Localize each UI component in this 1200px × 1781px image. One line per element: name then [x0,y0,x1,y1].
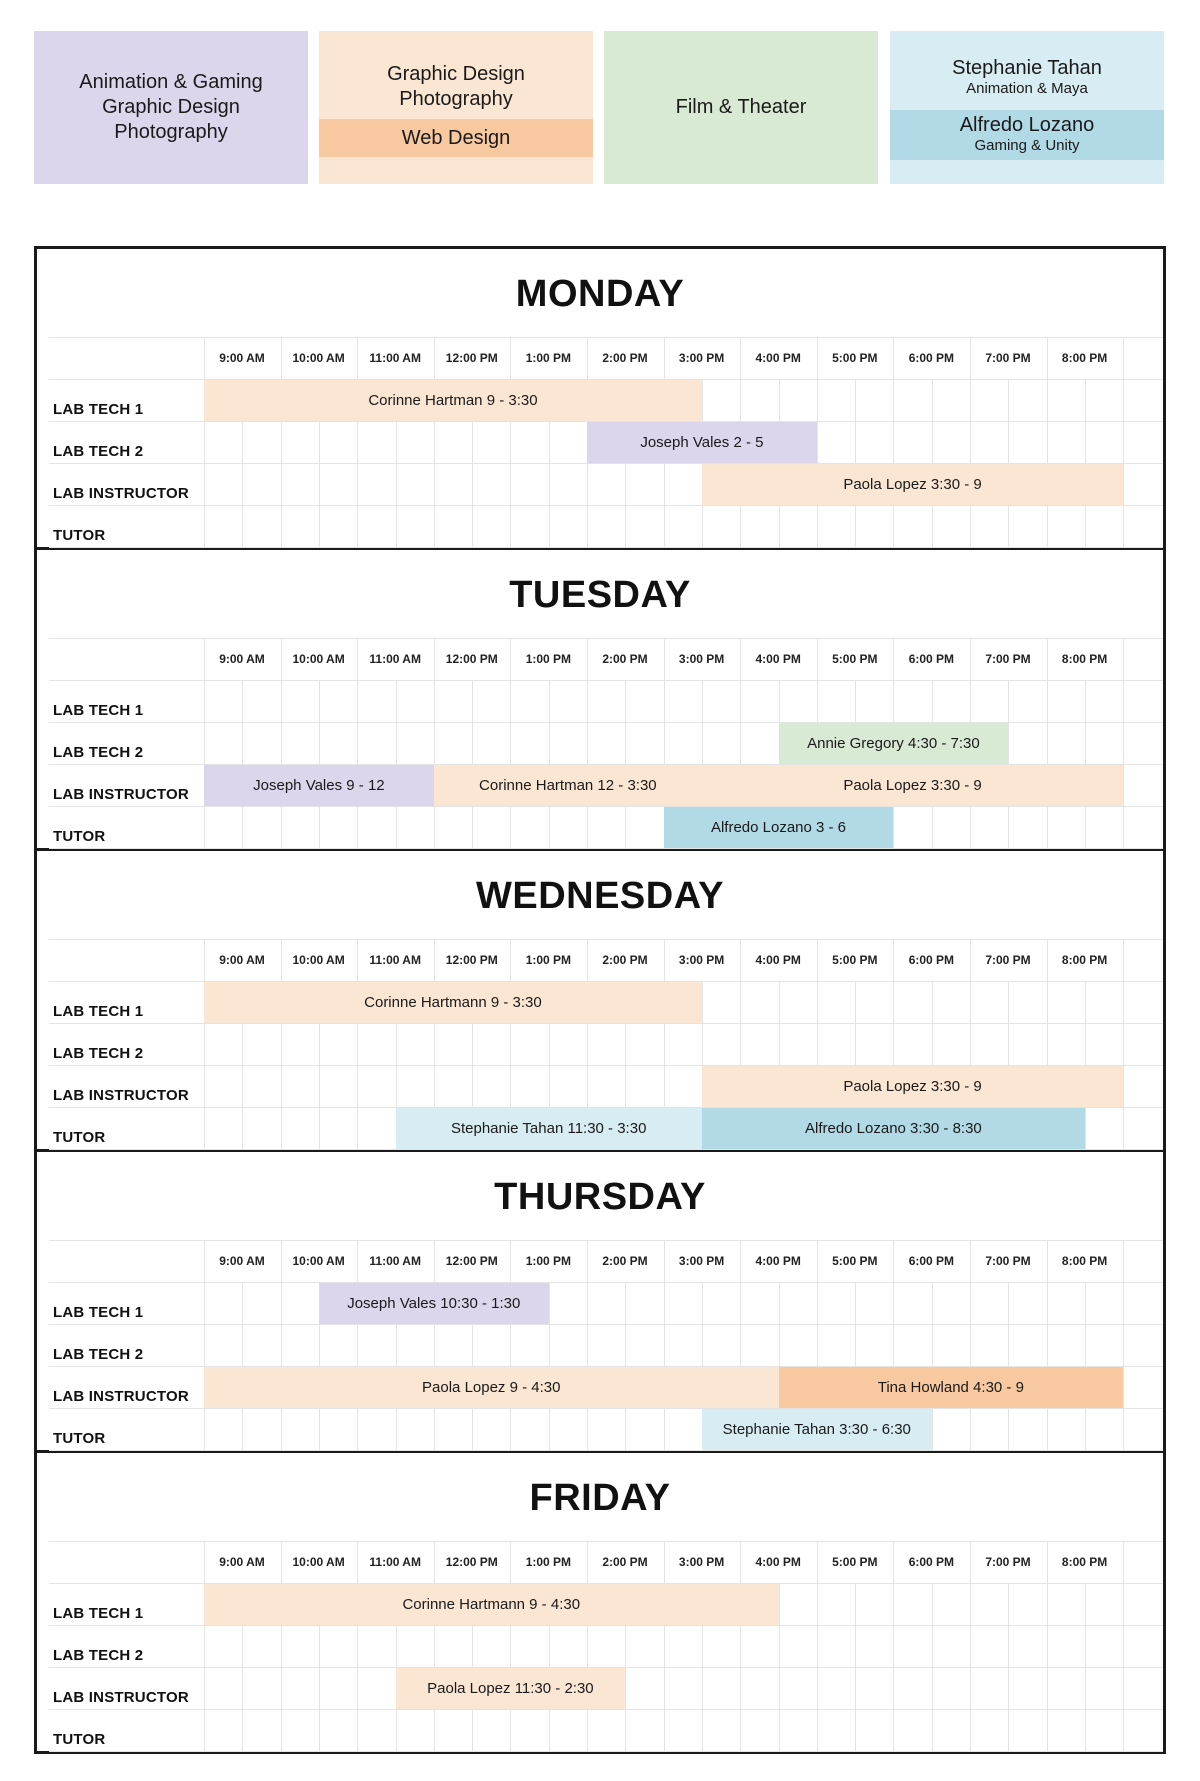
time-header: 2:00 PM [602,351,648,365]
time-header: 2:00 PM [602,1254,648,1268]
row-label: LAB TECH 1 [53,1003,144,1020]
row-label: LAB TECH 1 [53,1304,144,1321]
grid-line [1008,1583,1009,1751]
grid-line [1085,1282,1086,1450]
row-label: LAB INSTRUCTOR [53,1689,189,1706]
time-header: 7:00 PM [985,953,1031,967]
grid-line [1085,379,1086,547]
grid-line [510,337,511,547]
legend-tutor-subject: Gaming & Unity [974,137,1080,154]
grid-line [1085,680,1086,848]
row-label: TUTOR [53,828,106,845]
shift-block: Joseph Vales 9 - 12 [204,765,434,806]
time-header: 12:00 PM [445,953,498,967]
row-label: LAB TECH 2 [53,1647,144,1664]
time-header: 10:00 AM [292,953,345,967]
grid-line [357,939,358,1149]
grid-line [779,1583,780,1751]
grid-line [1008,680,1009,848]
grid-line [357,1240,358,1450]
grid-line [434,337,435,547]
grid-line [625,680,626,848]
row-label: LAB TECH 2 [53,1045,144,1062]
time-header: 8:00 PM [1061,953,1108,967]
time-header: 12:00 PM [445,652,498,666]
time-header: 7:00 PM [985,1254,1031,1268]
time-header: 6:00 PM [908,652,955,666]
grid-line [970,1240,971,1450]
time-header: 10:00 AM [292,1254,345,1268]
legend-green-label: Film & Theater [675,96,807,118]
shift-block: Paola Lopez 3:30 - 9 [702,464,1123,505]
legend-tutor-name: Alfredo Lozano [959,114,1095,136]
time-header: 7:00 PM [985,1555,1031,1569]
grid-line [434,638,435,848]
legend-tutor-name: Stephanie Tahan [952,57,1102,79]
grid-line [1047,638,1048,848]
row-label: LAB TECH 1 [53,1605,144,1622]
grid-line [434,1240,435,1450]
shift-block: Corinne Hartmann 9 - 4:30 [204,1584,779,1625]
row-label: LAB INSTRUCTOR [53,485,189,502]
time-header: 3:00 PM [678,351,725,365]
grid-line [281,337,282,547]
grid-line [817,337,818,547]
day-title: MONDAY [515,273,685,315]
legend-orange [319,31,593,184]
day-section [37,550,1163,851]
grid-line [549,1282,550,1450]
schedule-grid [49,1541,1163,1751]
day-section [37,851,1163,1152]
grid-line [204,1541,205,1751]
shift-block: Corinne Hartmann 9 - 3:30 [204,982,702,1023]
grid-line [1123,939,1124,1149]
row-label: TUTOR [53,1129,106,1146]
day-title: WEDNESDAY [475,875,725,917]
grid-line [49,680,1163,681]
grid-line [1085,981,1086,1149]
grid-line [204,939,205,1149]
legend-tutor-subject: Animation & Maya [966,80,1088,97]
legend-orange-band: Web Design [319,119,593,157]
grid-line [204,1240,205,1450]
row-label: LAB INSTRUCTOR [53,1388,189,1405]
row-label: LAB TECH 1 [53,702,144,719]
grid-line [357,638,358,848]
time-header: 5:00 PM [832,1254,878,1268]
grid-line [587,638,588,848]
grid-line [932,680,933,848]
grid-line [893,1541,894,1751]
grid-line [434,1541,435,1751]
day-title: FRIDAY [529,1477,671,1519]
shift-block: Paola Lopez 3:30 - 9 [702,1066,1123,1107]
grid-line [49,638,1163,639]
grid-line [49,1709,1163,1710]
day-section [37,1453,1163,1754]
time-header: 4:00 PM [755,953,801,967]
grid-line [49,806,1163,807]
time-header: 10:00 AM [292,652,345,666]
row-label: TUTOR [53,527,106,544]
grid-line [1047,1240,1048,1450]
row-label: LAB TECH 2 [53,1346,144,1363]
day-title: TUESDAY [509,574,691,616]
schedule-grid [49,337,1163,547]
time-header: 5:00 PM [832,351,878,365]
grid-line [281,939,282,1149]
shift-block: Stephanie Tahan 11:30 - 3:30 [396,1108,702,1149]
time-header: 5:00 PM [832,1555,878,1569]
grid-line [49,337,1163,338]
grid-line [49,1541,1163,1542]
grid-line [702,379,703,547]
time-header: 9:00 AM [219,1555,265,1569]
weekly-schedule [34,246,1166,1754]
grid-line [49,1408,1163,1409]
time-header: 9:00 AM [219,953,265,967]
grid-line [49,505,1163,506]
time-header: 12:00 PM [445,1254,498,1268]
shift-block: Joseph Vales 10:30 - 1:30 [319,1283,549,1324]
time-header: 6:00 PM [908,351,955,365]
legend-green [604,31,878,184]
legend-purple [34,31,308,184]
grid-line [932,379,933,547]
day-title: THURSDAY [494,1176,706,1218]
time-header: 7:00 PM [985,351,1031,365]
grid-line [970,337,971,547]
time-header: 3:00 PM [678,652,725,666]
shift-block: Corinne Hartman 12 - 3:30 [434,765,702,806]
grid-line [1008,1282,1009,1450]
grid-line [242,680,243,848]
grid-line [664,1240,665,1450]
grid-line [49,1450,1163,1451]
time-header: 1:00 PM [525,652,572,666]
row-label: LAB INSTRUCTOR [53,786,189,803]
time-header: 11:00 AM [369,1254,421,1268]
time-header: 3:00 PM [678,1254,725,1268]
grid-line [472,680,473,848]
shift-block: Alfredo Lozano 3:30 - 8:30 [702,1108,1085,1149]
grid-line [970,1541,971,1751]
time-header: 2:00 PM [602,1555,648,1569]
time-header: 4:00 PM [755,1254,801,1268]
grid-line [779,379,780,547]
grid-line [49,1751,1163,1752]
time-header: 4:00 PM [755,351,801,365]
schedule-grid [49,1240,1163,1450]
time-header: 8:00 PM [1061,652,1108,666]
shift-block: Alfredo Lozano 3 - 6 [664,807,894,848]
shift-block: Paola Lopez 3:30 - 9 [702,765,1123,806]
time-header: 8:00 PM [1061,1254,1108,1268]
time-header: 1:00 PM [525,351,572,365]
grid-line [357,1541,358,1751]
row-label: TUTOR [53,1731,106,1748]
grid-line [1008,379,1009,547]
time-header: 10:00 AM [292,351,345,365]
time-header: 8:00 PM [1061,1555,1108,1569]
grid-line [1123,1541,1124,1751]
grid-line [204,337,205,547]
time-header: 12:00 PM [445,1555,498,1569]
grid-line [242,1282,243,1450]
legend-orange-line: Graphic Design [387,63,525,85]
schedule-grid [49,638,1163,848]
grid-line [281,1541,282,1751]
grid-line [1123,638,1124,848]
grid-line [817,1541,818,1751]
row-label: LAB INSTRUCTOR [53,1087,189,1104]
grid-line [587,1240,588,1450]
grid-line [1047,337,1048,547]
time-header: 1:00 PM [525,953,572,967]
time-header: 12:00 PM [445,351,498,365]
shift-block: Corinne Hartman 9 - 3:30 [204,380,702,421]
time-header: 5:00 PM [832,953,878,967]
row-label: TUTOR [53,1430,106,1447]
grid-line [49,1625,1163,1626]
shift-block: Paola Lopez 9 - 4:30 [204,1367,779,1408]
grid-line [49,1324,1163,1325]
grid-line [281,638,282,848]
legend-purple-line: Graphic Design [102,96,240,118]
grid-line [49,1149,1163,1150]
grid-line [49,1240,1163,1241]
grid-line [49,1023,1163,1024]
time-header: 1:00 PM [525,1555,572,1569]
time-header: 11:00 AM [369,1555,421,1569]
grid-line [893,337,894,547]
time-header: 3:00 PM [678,1555,725,1569]
grid-line [510,1541,511,1751]
legend-blue [890,31,1164,184]
grid-line [281,1240,282,1450]
legend-purple-line: Animation & Gaming [79,71,263,93]
legend [34,31,1166,184]
time-header: 6:00 PM [908,953,955,967]
legend-orange-line: Photography [399,88,513,110]
grid-line [49,848,1163,849]
time-header: 8:00 PM [1061,351,1108,365]
grid-line [1123,1240,1124,1450]
grid-line [1047,1541,1048,1751]
grid-line [664,1541,665,1751]
time-header: 6:00 PM [908,1555,955,1569]
time-header: 11:00 AM [369,953,421,967]
grid-line [932,1583,933,1751]
day-section [37,249,1163,550]
grid-line [1123,337,1124,547]
schedule-grid [49,939,1163,1149]
time-header: 9:00 AM [219,351,265,365]
time-header: 11:00 AM [369,351,421,365]
time-header: 5:00 PM [832,652,878,666]
time-header: 4:00 PM [755,1555,801,1569]
shift-block: Paola Lopez 11:30 - 2:30 [396,1668,626,1709]
grid-line [510,638,511,848]
grid-line [49,1282,1163,1283]
grid-line [396,680,397,848]
time-header: 9:00 AM [219,1254,265,1268]
legend-purple-line: Photography [114,121,228,143]
time-header: 1:00 PM [525,1254,572,1268]
day-section [37,1152,1163,1453]
grid-line [625,1282,626,1450]
row-label: LAB TECH 2 [53,443,144,460]
grid-line [587,1541,588,1751]
grid-line [510,1240,511,1450]
grid-line [357,337,358,547]
time-header: 4:00 PM [755,652,801,666]
time-header: 6:00 PM [908,1254,955,1268]
grid-line [855,1583,856,1751]
grid-line [932,1282,933,1450]
grid-line [49,547,1163,548]
time-header: 2:00 PM [602,652,648,666]
shift-block: Joseph Vales 2 - 5 [587,422,817,463]
grid-line [319,680,320,848]
time-header: 10:00 AM [292,1555,345,1569]
time-header: 7:00 PM [985,652,1031,666]
grid-line [49,939,1163,940]
time-header: 9:00 AM [219,652,265,666]
time-header: 11:00 AM [369,652,421,666]
row-label: LAB TECH 2 [53,744,144,761]
row-label: LAB TECH 1 [53,401,144,418]
grid-line [855,379,856,547]
grid-line [204,638,205,848]
shift-block: Annie Gregory 4:30 - 7:30 [779,723,1009,764]
time-header: 3:00 PM [678,953,725,967]
time-header: 2:00 PM [602,953,648,967]
shift-block: Stephanie Tahan 3:30 - 6:30 [702,1409,932,1450]
grid-line [740,1541,741,1751]
grid-line [549,680,550,848]
shift-block: Tina Howland 4:30 - 9 [779,1367,1124,1408]
grid-line [1085,1583,1086,1751]
